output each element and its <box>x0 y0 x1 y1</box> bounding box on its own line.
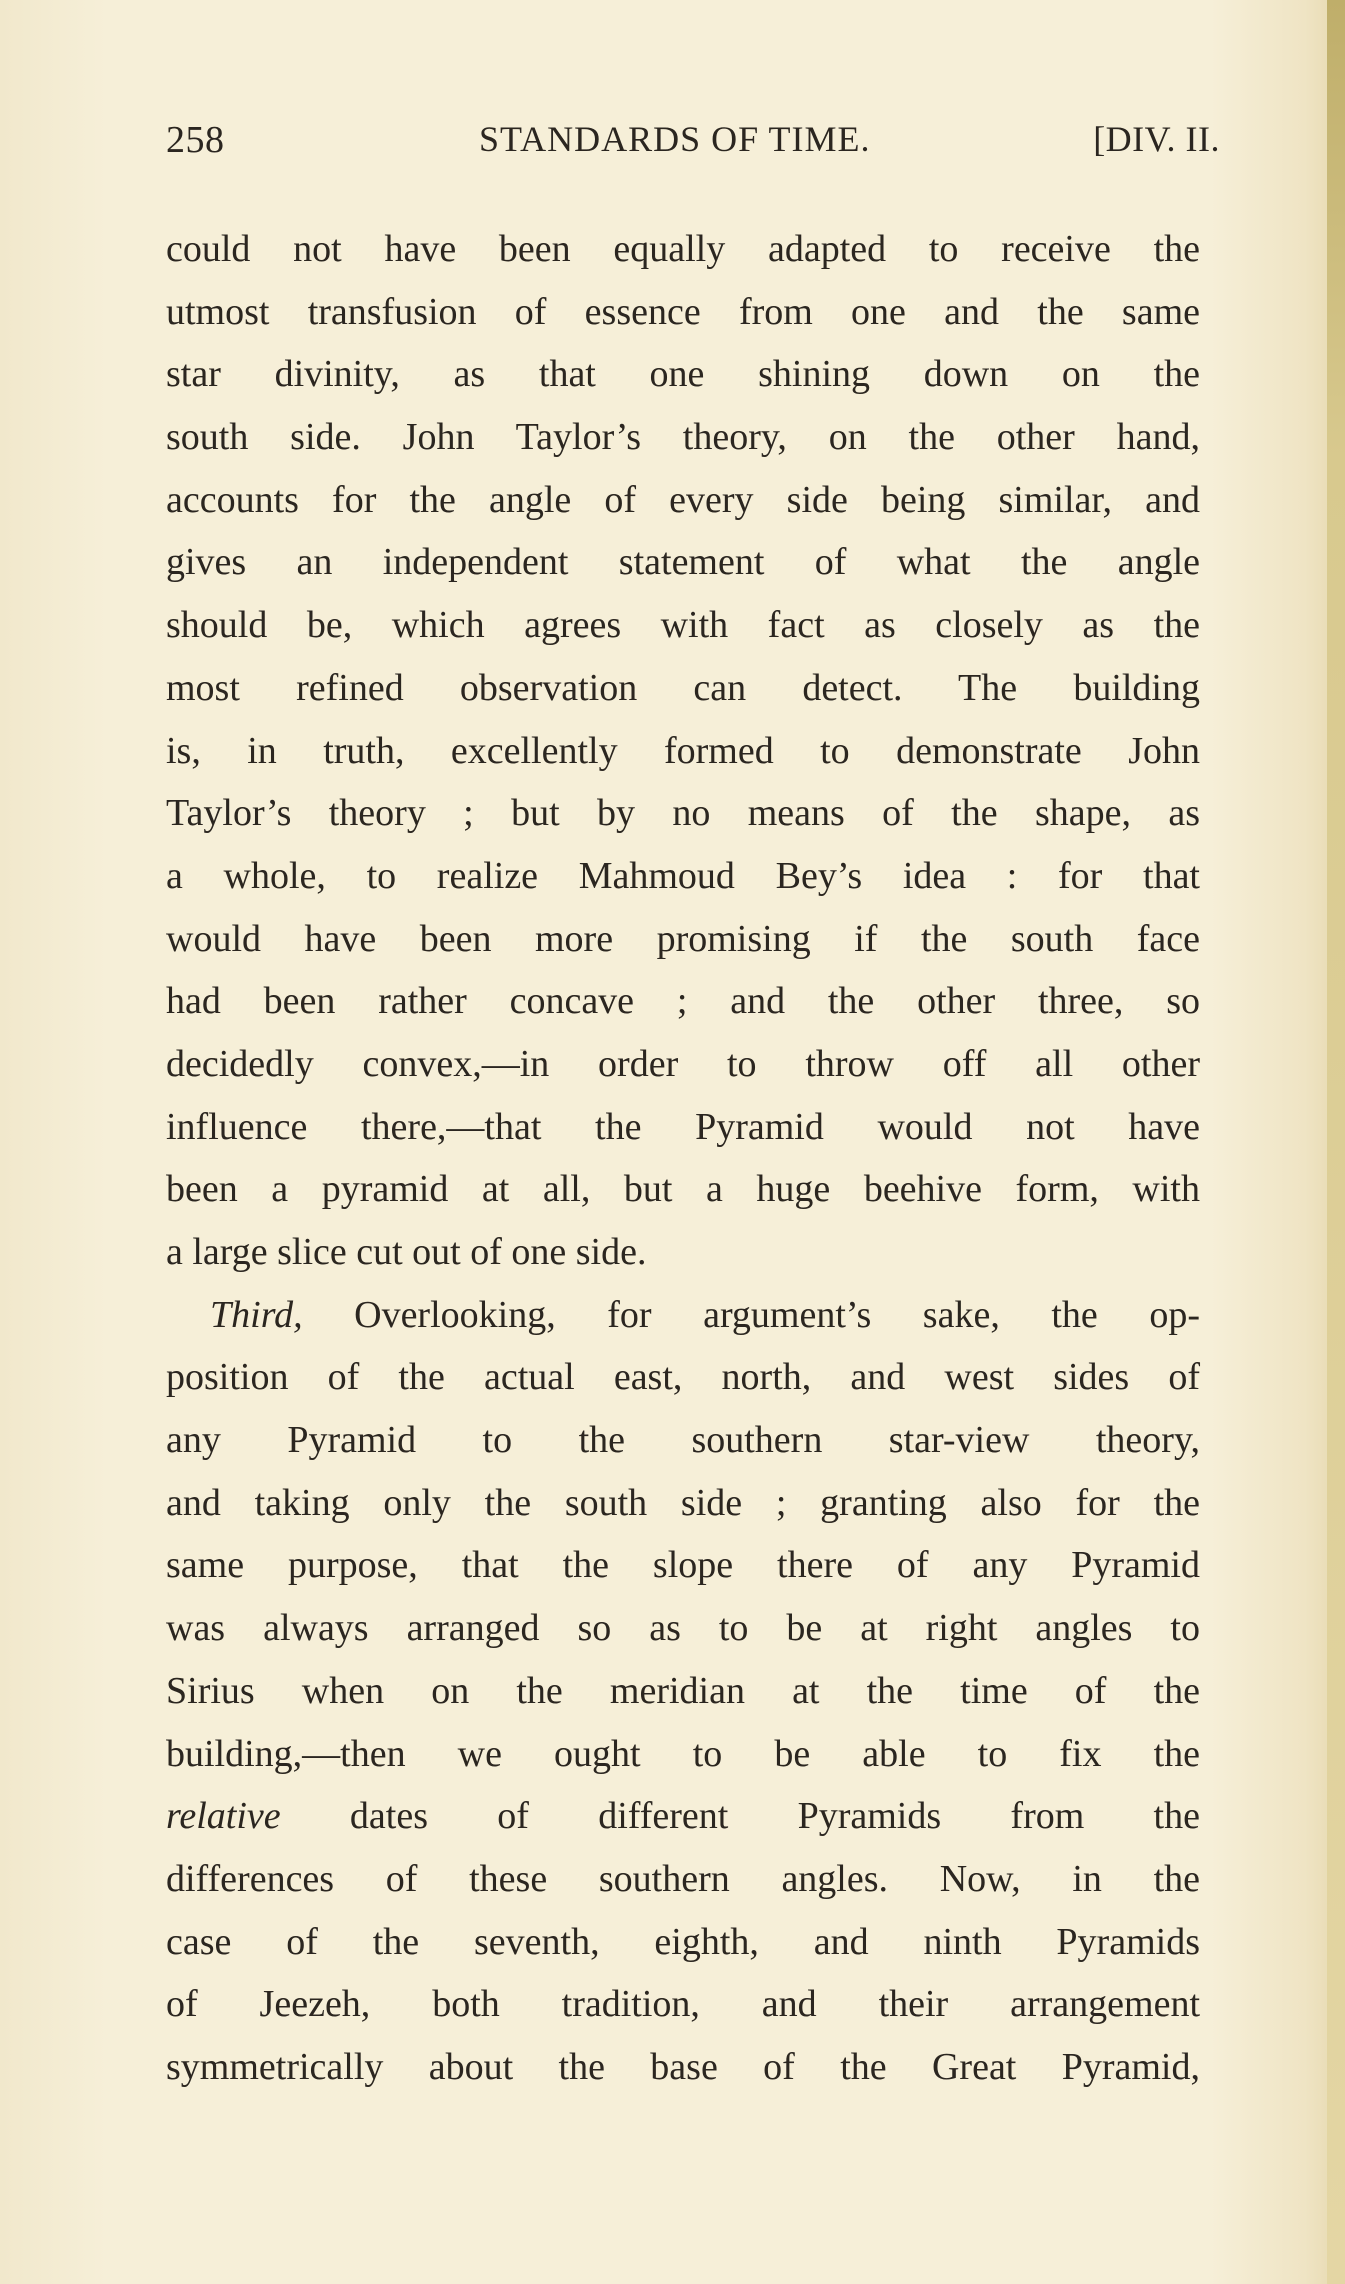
text-segment: a whole, to realize Mahmoud Bey’s idea : for that <box>166 854 1200 897</box>
page-number: 258 <box>166 119 225 161</box>
text-line <box>166 594 1200 657</box>
text-line <box>166 1346 1200 1409</box>
text-segment: was always arranged so as to be at right angles to <box>166 1607 1200 1650</box>
text-line <box>166 1534 1200 1597</box>
text-segment: dates of different Pyramids from the <box>280 1795 1200 1838</box>
text-line <box>166 1597 1200 1660</box>
text-line <box>166 218 1200 281</box>
text-line <box>166 845 1200 908</box>
text-segment: a large slice cut out of one side. <box>166 1231 647 1273</box>
running-title: STANDARDS OF TIME. <box>479 119 871 159</box>
italic-text: Third, <box>210 1293 303 1336</box>
text-line <box>166 1409 1200 1472</box>
text-line <box>166 2036 1200 2099</box>
text-line <box>166 1785 1200 1848</box>
text-segment: and taking only the south side ; granting also for the <box>166 1481 1200 1524</box>
text-segment: same purpose, that the slope there of any Pyramid <box>166 1544 1200 1587</box>
text-segment: differences of these southern angles. Now, in the <box>166 1857 1200 1900</box>
text-segment: position of the actual east, north, and west sides of <box>166 1356 1200 1399</box>
text-segment: Overlooking, for argument’s sake, the op- <box>302 1293 1200 1336</box>
text-line <box>166 1284 1200 1347</box>
italic-text: relative <box>166 1795 281 1838</box>
text-line <box>166 343 1200 406</box>
text-line <box>166 1973 1200 2036</box>
text-segment: building,—then we ought to be able to fix the <box>166 1732 1200 1775</box>
text-line <box>166 1033 1200 1096</box>
text-segment: utmost transfusion of essence from one and the same <box>166 290 1200 333</box>
text-line <box>166 1723 1200 1786</box>
text-line <box>166 1096 1200 1159</box>
text-segment: been a pyramid at all, but a huge beehive form, with <box>166 1168 1200 1211</box>
text-segment: influence there,—that the Pyramid would not have <box>166 1105 1200 1148</box>
text-line <box>166 782 1200 845</box>
text-line <box>166 1158 1200 1221</box>
text-line <box>166 1911 1200 1974</box>
text-segment: Sirius when on the meridian at the time of the <box>166 1669 1200 1712</box>
text-segment: would have been more promising if the south face <box>166 917 1200 960</box>
text-line <box>166 1660 1200 1723</box>
text-line <box>166 720 1200 783</box>
text-segment: gives an independent statement of what the angle <box>166 541 1200 584</box>
text-segment: is, in truth, excellently formed to demonstrate John <box>166 729 1200 772</box>
running-header <box>166 118 1220 168</box>
text-line <box>166 908 1200 971</box>
text-segment: star divinity, as that one shining down on the <box>166 353 1200 396</box>
text-segment: symmetrically about the base of the Great Pyramid, <box>166 2045 1200 2088</box>
division-label: [DIV. II. <box>1093 119 1220 159</box>
text-line <box>166 531 1200 594</box>
text-segment: had been rather concave ; and the other three, so <box>166 980 1200 1023</box>
text-line <box>166 657 1200 720</box>
text-segment: decidedly convex,—in order to throw off all other <box>166 1042 1200 1085</box>
text-segment: should be, which agrees with fact as closely as the <box>166 604 1200 647</box>
text-line <box>166 970 1200 1033</box>
text-segment: south side. John Taylor’s theory, on the other hand, <box>166 416 1200 459</box>
text-line <box>166 1848 1200 1911</box>
text-segment: Taylor’s theory ; but by no means of the shape, as <box>166 792 1200 835</box>
text-segment: any Pyramid to the southern star-view theory, <box>166 1419 1200 1462</box>
text-segment: case of the seventh, eighth, and ninth Pyramids <box>166 1920 1200 1963</box>
text-line <box>166 1472 1200 1535</box>
text-segment: of Jeezeh, both tradition, and their arrangement <box>166 1983 1200 2026</box>
text-line <box>166 1221 1200 1284</box>
text-segment: most refined observation can detect. The building <box>166 666 1200 709</box>
page-edge <box>1327 0 1345 2284</box>
text-segment: accounts for the angle of every side being similar, and <box>166 478 1200 521</box>
text-line <box>166 469 1200 532</box>
body-text <box>166 218 1200 2099</box>
text-segment: could not have been equally adapted to receive the <box>166 228 1200 270</box>
text-line <box>166 406 1200 469</box>
text-line <box>166 281 1200 344</box>
